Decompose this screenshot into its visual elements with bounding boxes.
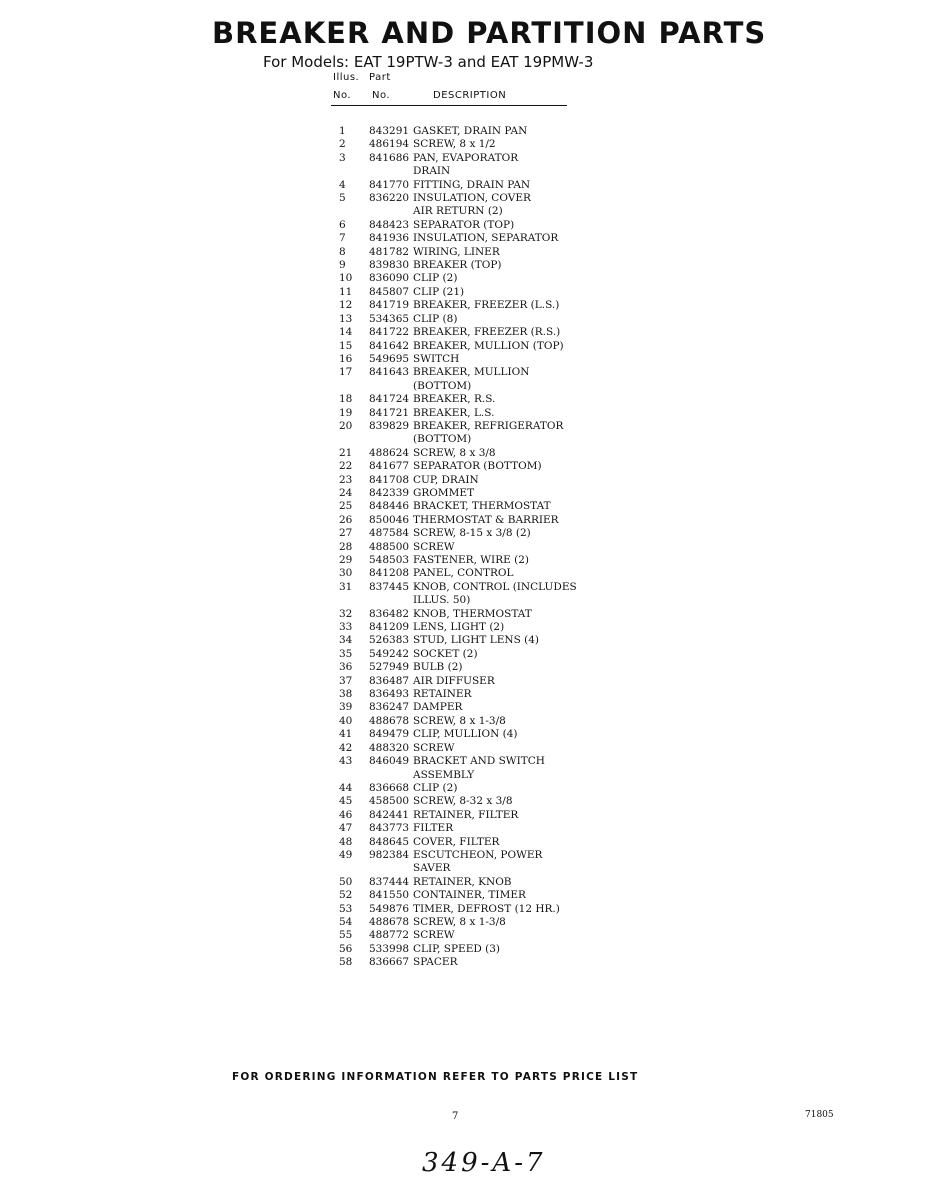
illus-number: 10 xyxy=(339,272,353,285)
part-description: KNOB, CONTROL (INCLUDES ILLUS. 50) xyxy=(413,580,577,607)
part-number: 837445 xyxy=(369,580,410,593)
part-row xyxy=(339,500,599,513)
part-description: INSULATION, COVER AIR RETURN (2) xyxy=(413,192,531,218)
part-description: BULB (2) xyxy=(413,661,463,674)
part-row xyxy=(339,407,599,420)
illus-number: 44 xyxy=(339,781,353,794)
part-number: 836482 xyxy=(369,607,410,620)
part-description: SCREW, 8 x 1-3/8 xyxy=(413,915,506,928)
illus-number: 55 xyxy=(339,929,353,942)
part-row xyxy=(339,728,599,741)
illus-number: 45 xyxy=(339,795,353,808)
part-description: GROMMET xyxy=(413,486,475,499)
part-description: RETAINER xyxy=(413,688,472,701)
part-description: DAMPER xyxy=(413,701,463,714)
part-row xyxy=(339,621,599,634)
illus-number: 8 xyxy=(339,245,346,258)
part-description: GASKET, DRAIN PAN xyxy=(413,125,528,137)
part-number: 534365 xyxy=(369,312,410,325)
part-description: RETAINER, FILTER xyxy=(413,808,519,821)
illus-number: 29 xyxy=(339,554,353,566)
part-description: BREAKER (TOP) xyxy=(413,259,502,272)
illus-number: 16 xyxy=(339,352,353,365)
part-description: RETAINER, KNOB xyxy=(413,875,512,888)
part-number: 836493 xyxy=(369,688,410,701)
part-number: 549695 xyxy=(369,352,410,365)
part-row xyxy=(339,340,599,353)
part-row xyxy=(339,903,599,916)
part-row xyxy=(339,581,599,608)
part-description: BREAKER, R.S. xyxy=(413,393,496,406)
illus-number: 33 xyxy=(339,621,353,634)
part-description: AIR DIFFUSER xyxy=(413,674,495,687)
illus-number: 43 xyxy=(339,755,353,768)
part-number: 533998 xyxy=(369,942,410,955)
part-row xyxy=(339,541,599,554)
part-description: CLIP, SPEED (3) xyxy=(413,942,500,955)
part-row xyxy=(339,353,599,366)
illus-number: 13 xyxy=(339,312,353,325)
part-description: INSULATION, SEPARATOR xyxy=(413,232,559,245)
illus-number: 41 xyxy=(339,728,353,741)
part-row xyxy=(339,916,599,929)
part-number: 842339 xyxy=(369,486,410,499)
illus-number: 28 xyxy=(339,540,353,553)
part-number: 488320 xyxy=(369,741,410,754)
illus-number: 37 xyxy=(339,674,353,687)
part-row xyxy=(339,125,599,138)
part-description: SCREW xyxy=(413,741,455,754)
part-number: 841724 xyxy=(369,393,410,406)
part-number: 846049 xyxy=(369,755,410,768)
illus-number: 48 xyxy=(339,835,353,848)
part-number: 836220 xyxy=(369,192,410,205)
illus-number: 3 xyxy=(339,151,346,164)
part-description: SCREW, 8 x 3/8 xyxy=(413,446,496,459)
illus-number: 35 xyxy=(339,647,353,660)
part-row xyxy=(339,393,599,406)
part-row xyxy=(339,554,599,567)
part-description: WIRING, LINER xyxy=(413,245,500,258)
part-row xyxy=(339,420,599,447)
illus-number: 11 xyxy=(339,285,353,298)
part-description: SCREW, 8 x 1-3/8 xyxy=(413,714,506,727)
part-number: 487584 xyxy=(369,527,410,540)
part-row xyxy=(339,956,599,969)
illus-number: 56 xyxy=(339,942,353,955)
part-row xyxy=(339,675,599,688)
part-row xyxy=(339,192,599,219)
part-description: SCREW, 8-15 x 3/8 (2) xyxy=(413,527,531,540)
part-number: 526383 xyxy=(369,634,410,647)
part-number: 841722 xyxy=(369,326,410,339)
part-row xyxy=(339,849,599,876)
part-row xyxy=(339,527,599,540)
illus-number: 46 xyxy=(339,808,353,821)
part-number: 842441 xyxy=(369,808,410,821)
illus-number: 36 xyxy=(339,661,353,674)
models-subtitle: For Models: EAT 19PTW-3 and EAT 19PMW-3 xyxy=(263,53,594,71)
part-number: 841208 xyxy=(369,567,410,580)
part-number: 841936 xyxy=(369,232,410,245)
illus-number: 21 xyxy=(339,446,353,459)
part-row xyxy=(339,272,599,285)
part-row xyxy=(339,232,599,245)
part-description: BREAKER, FREEZER (R.S.) xyxy=(413,326,561,339)
illus-number: 42 xyxy=(339,741,353,754)
page-number: 7 xyxy=(452,1111,459,1122)
header-description: DESCRIPTION xyxy=(433,90,507,101)
document-code: 71805 xyxy=(805,1110,834,1120)
ordering-footer: FOR ORDERING INFORMATION REFER TO PARTS PRICE LIST xyxy=(232,1071,639,1083)
part-row xyxy=(339,326,599,339)
illus-number: 49 xyxy=(339,848,353,861)
illus-number: 9 xyxy=(339,259,346,272)
part-row xyxy=(339,795,599,808)
part-row xyxy=(339,876,599,889)
part-row xyxy=(339,608,599,621)
part-number: 849479 xyxy=(369,728,410,741)
illus-number: 26 xyxy=(339,513,353,526)
illus-number: 50 xyxy=(339,875,353,888)
part-description: CLIP, MULLION (4) xyxy=(413,728,518,741)
header-part: Part xyxy=(369,72,391,83)
part-row xyxy=(339,179,599,192)
part-number: 850046 xyxy=(369,513,410,526)
part-number: 841708 xyxy=(369,473,410,486)
part-description: CLIP (2) xyxy=(413,781,458,794)
part-description: CONTAINER, TIMER xyxy=(413,889,526,902)
part-number: 837444 xyxy=(369,875,410,888)
part-number: 982384 xyxy=(369,848,410,861)
part-description: BREAKER, REFRIGERATOR (BOTTOM) xyxy=(413,419,564,446)
part-description: SEPARATOR (TOP) xyxy=(413,218,515,231)
part-description: PAN, EVAPORATOR DRAIN xyxy=(413,151,519,178)
part-row xyxy=(339,648,599,661)
part-description: FASTENER, WIRE (2) xyxy=(413,554,529,566)
part-description: BREAKER, L.S. xyxy=(413,406,495,419)
parts-list xyxy=(339,125,599,970)
part-number: 841642 xyxy=(369,339,410,352)
header-rule xyxy=(331,105,567,106)
part-number: 841209 xyxy=(369,621,410,634)
part-number: 836668 xyxy=(369,781,410,794)
illus-number: 30 xyxy=(339,567,353,580)
part-number: 458500 xyxy=(369,795,410,808)
part-number: 848423 xyxy=(369,218,410,231)
part-row xyxy=(339,889,599,902)
part-row xyxy=(339,822,599,835)
illus-number: 47 xyxy=(339,822,353,835)
part-description: FILTER xyxy=(413,822,454,835)
illus-number: 38 xyxy=(339,688,353,701)
header-no: No. xyxy=(333,90,352,101)
part-row xyxy=(339,138,599,151)
part-row xyxy=(339,259,599,272)
part-description: SEPARATOR (BOTTOM) xyxy=(413,460,542,473)
part-row xyxy=(339,688,599,701)
header-part-no: No. xyxy=(372,90,391,101)
part-row xyxy=(339,929,599,942)
part-description: SWITCH xyxy=(413,352,460,365)
part-number: 843773 xyxy=(369,822,410,835)
illus-number: 1 xyxy=(339,125,346,137)
illus-number: 58 xyxy=(339,956,353,969)
part-number: 839829 xyxy=(369,419,410,432)
part-row xyxy=(339,634,599,647)
part-number: 841643 xyxy=(369,366,410,379)
part-description: LENS, LIGHT (2) xyxy=(413,621,505,634)
part-row xyxy=(339,246,599,259)
part-number: 841770 xyxy=(369,178,410,191)
part-description: SCREW, 8-32 x 3/8 xyxy=(413,795,513,808)
part-description: STUD, LIGHT LENS (4) xyxy=(413,634,539,647)
part-description: BREAKER, FREEZER (L.S.) xyxy=(413,299,560,312)
part-description: COVER, FILTER xyxy=(413,835,500,848)
part-row xyxy=(339,299,599,312)
part-row xyxy=(339,715,599,728)
part-description: SOCKET (2) xyxy=(413,647,478,660)
part-number: 488772 xyxy=(369,929,410,942)
illus-number: 6 xyxy=(339,218,346,231)
part-row xyxy=(339,836,599,849)
illus-number: 53 xyxy=(339,902,353,915)
part-row xyxy=(339,782,599,795)
part-number: 841721 xyxy=(369,406,410,419)
part-number: 549876 xyxy=(369,902,410,915)
illus-number: 22 xyxy=(339,460,353,473)
illus-number: 31 xyxy=(339,580,353,593)
illus-number: 39 xyxy=(339,701,353,714)
illus-number: 25 xyxy=(339,500,353,513)
part-row xyxy=(339,943,599,956)
part-row xyxy=(339,313,599,326)
part-description: THERMOSTAT & BARRIER xyxy=(413,513,559,526)
part-number: 841677 xyxy=(369,460,410,473)
part-description: SCREW xyxy=(413,540,455,553)
part-row xyxy=(339,742,599,755)
part-row xyxy=(339,514,599,527)
illus-number: 12 xyxy=(339,299,353,312)
part-number: 848645 xyxy=(369,835,410,848)
part-description: SCREW xyxy=(413,929,455,942)
part-description: SPACER xyxy=(413,956,458,969)
part-row xyxy=(339,286,599,299)
part-description: KNOB, THERMOSTAT xyxy=(413,607,532,620)
illus-number: 4 xyxy=(339,178,346,191)
part-row xyxy=(339,487,599,500)
illus-number: 17 xyxy=(339,366,353,379)
header-illus: Illus. xyxy=(333,72,360,83)
part-row xyxy=(339,661,599,674)
part-row xyxy=(339,152,599,179)
part-number: 839830 xyxy=(369,259,410,272)
part-number: 845807 xyxy=(369,285,410,298)
handwritten-note: 349-A-7 xyxy=(422,1148,546,1178)
part-number: 836487 xyxy=(369,674,410,687)
part-description: BRACKET, THERMOSTAT xyxy=(413,500,551,513)
illus-number: 54 xyxy=(339,915,353,928)
illus-number: 52 xyxy=(339,889,353,902)
part-row xyxy=(339,447,599,460)
part-row xyxy=(339,701,599,714)
part-description: CUP, DRAIN xyxy=(413,473,479,486)
part-number: 841550 xyxy=(369,889,410,902)
part-number: 486194 xyxy=(369,138,410,151)
part-number: 549242 xyxy=(369,647,410,660)
part-number: 527949 xyxy=(369,661,410,674)
part-description: BREAKER, MULLION (BOTTOM) xyxy=(413,366,530,392)
part-row xyxy=(339,366,599,393)
part-row xyxy=(339,755,599,782)
part-description: ESCUTCHEON, POWER SAVER xyxy=(413,848,543,875)
part-number: 548503 xyxy=(369,554,410,566)
part-description: FITTING, DRAIN PAN xyxy=(413,178,531,191)
illus-number: 15 xyxy=(339,339,353,352)
illus-number: 23 xyxy=(339,473,353,486)
illus-number: 20 xyxy=(339,419,353,432)
illus-number: 2 xyxy=(339,138,346,151)
illus-number: 34 xyxy=(339,634,353,647)
part-description: BREAKER, MULLION (TOP) xyxy=(413,339,564,352)
part-number: 843291 xyxy=(369,125,410,137)
illus-number: 14 xyxy=(339,326,353,339)
part-row xyxy=(339,219,599,232)
illus-number: 27 xyxy=(339,527,353,540)
part-number: 836667 xyxy=(369,956,410,969)
part-number: 488500 xyxy=(369,540,410,553)
illus-number: 18 xyxy=(339,393,353,406)
part-description: BRACKET AND SWITCH ASSEMBLY xyxy=(413,755,545,781)
part-number: 488678 xyxy=(369,915,410,928)
illus-number: 19 xyxy=(339,406,353,419)
part-description: CLIP (2) xyxy=(413,272,458,285)
part-number: 488624 xyxy=(369,446,410,459)
illus-number: 7 xyxy=(339,232,346,245)
part-number: 481782 xyxy=(369,245,410,258)
part-description: SCREW, 8 x 1/2 xyxy=(413,138,496,151)
part-row xyxy=(339,474,599,487)
part-number: 841719 xyxy=(369,299,410,312)
part-description: PANEL, CONTROL xyxy=(413,567,514,580)
illus-number: 40 xyxy=(339,714,353,727)
part-number: 836247 xyxy=(369,701,410,714)
illus-number: 5 xyxy=(339,192,346,205)
part-number: 848446 xyxy=(369,500,410,513)
page-title: BREAKER AND PARTITION PARTS xyxy=(212,16,767,50)
illus-number: 32 xyxy=(339,607,353,620)
part-number: 836090 xyxy=(369,272,410,285)
part-row xyxy=(339,809,599,822)
part-row xyxy=(339,567,599,580)
part-number: 841686 xyxy=(369,151,410,164)
illus-number: 24 xyxy=(339,486,353,499)
part-description: CLIP (8) xyxy=(413,312,458,325)
part-description: TIMER, DEFROST (12 HR.) xyxy=(413,902,560,915)
part-description: CLIP (21) xyxy=(413,285,465,298)
part-row xyxy=(339,460,599,473)
part-number: 488678 xyxy=(369,714,410,727)
